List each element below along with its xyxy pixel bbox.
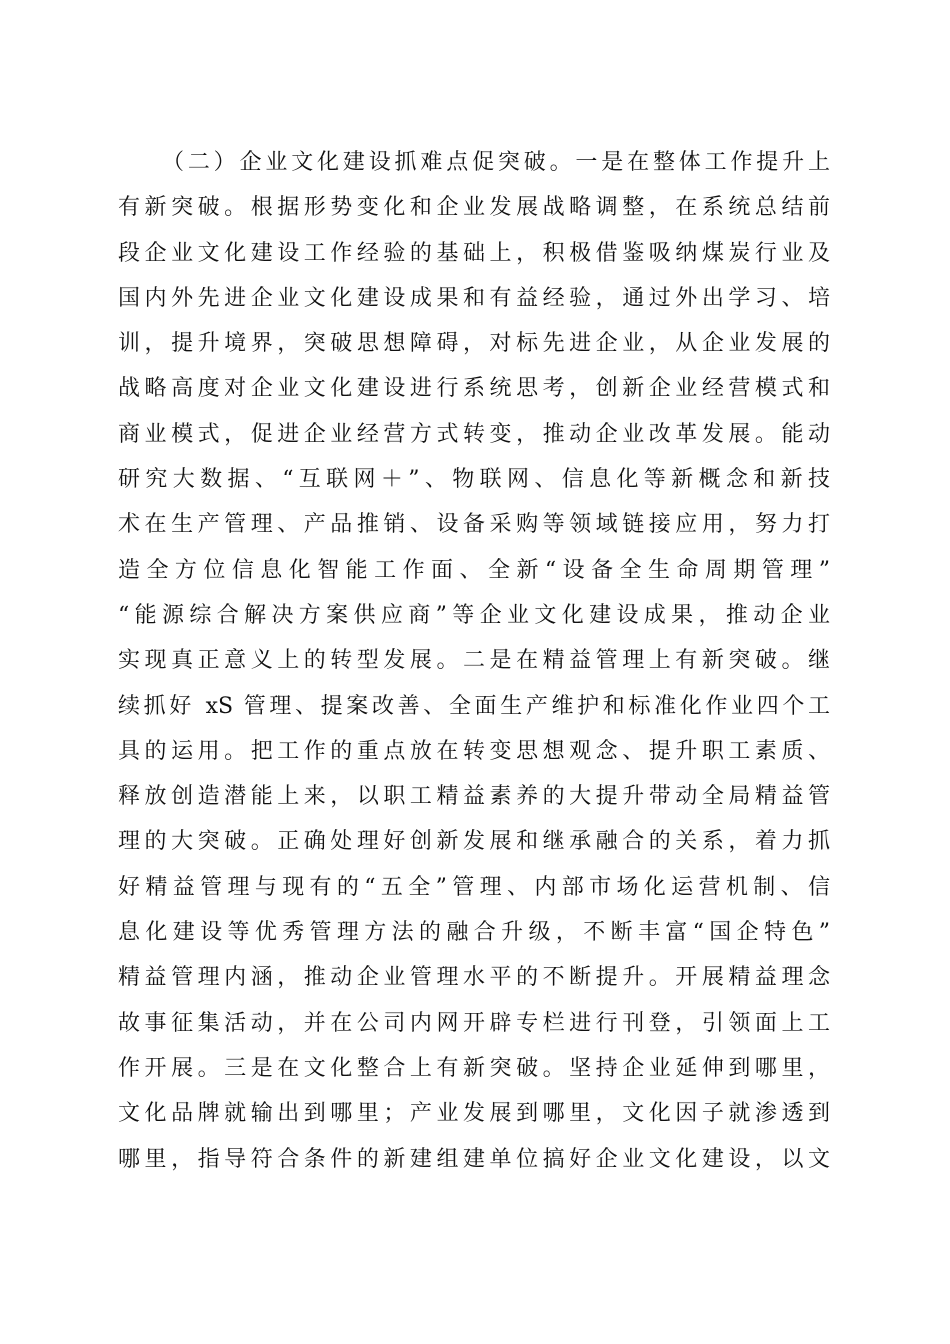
- paragraph-line: 商业模式，促进企业经营方式转变，推动企业改革发展。能动: [118, 421, 830, 447]
- paragraph-line: “能源综合解决方案供应商”等企业文化建设成果，推动企业: [118, 602, 830, 628]
- paragraph-line: 战略高度对企业文化建设进行系统思考，创新企业经营模式和: [118, 376, 830, 402]
- paragraph-line: 段企业文化建设工作经验的基础上，积极借鉴吸纳煤炭行业及: [118, 240, 830, 266]
- paragraph-line: 续抓好 xS 管理、提案改善、全面生产维护和标准化作业四个工: [118, 693, 830, 719]
- paragraph-line: 造全方位信息化智能工作面、全新“设备全生命周期管理”: [118, 557, 830, 583]
- paragraph-line: 文化品牌就输出到哪里；产业发展到哪里，文化因子就渗透到: [118, 1101, 830, 1127]
- paragraph-line: 精益管理内涵，推动企业管理水平的不断提升。开展精益理念: [118, 965, 830, 991]
- paragraph-line: 息化建设等优秀管理方法的融合升级，不断丰富“国企特色”: [118, 920, 830, 946]
- paragraph-line: 作开展。三是在文化整合上有新突破。坚持企业延伸到哪里，: [118, 1055, 830, 1081]
- paragraph-line: 故事征集活动，并在公司内网开辟专栏进行刊登，引领面上工: [118, 1010, 830, 1036]
- body-paragraph: [118, 140, 830, 1182]
- paragraph-line: 理的大突破。正确处理好创新发展和继承融合的关系，着力抓: [118, 829, 830, 855]
- paragraph-line: 研究大数据、“互联网＋”、物联网、信息化等新概念和新技: [118, 467, 830, 493]
- paragraph-line: （二）企业文化建设抓难点促突破。一是在整体工作提升上: [162, 150, 830, 175]
- paragraph-line: 训，提升境界，突破思想障碍，对标先进企业，从企业发展的: [118, 331, 830, 357]
- paragraph-line: 有新突破。根据形势变化和企业发展战略调整，在系统总结前: [118, 195, 830, 221]
- paragraph-line: 国内外先进企业文化建设成果和有益经验，通过外出学习、培: [118, 285, 830, 311]
- paragraph-line: 具的运用。把工作的重点放在转变思想观念、提升职工素质、: [118, 738, 830, 764]
- paragraph-line: 实现真正意义上的转型发展。二是在精益管理上有新突破。继: [118, 648, 830, 674]
- paragraph-line: 哪里，指导符合条件的新建组建单位搞好企业文化建设，以文: [118, 1146, 830, 1172]
- paragraph-line: 好精益管理与现有的“五全”管理、内部市场化运营机制、信: [118, 874, 830, 900]
- paragraph-line: 释放创造潜能上来，以职工精益素养的大提升带动全局精益管: [118, 784, 830, 810]
- paragraph-line: 术在生产管理、产品推销、设备采购等领域链接应用，努力打: [118, 512, 830, 538]
